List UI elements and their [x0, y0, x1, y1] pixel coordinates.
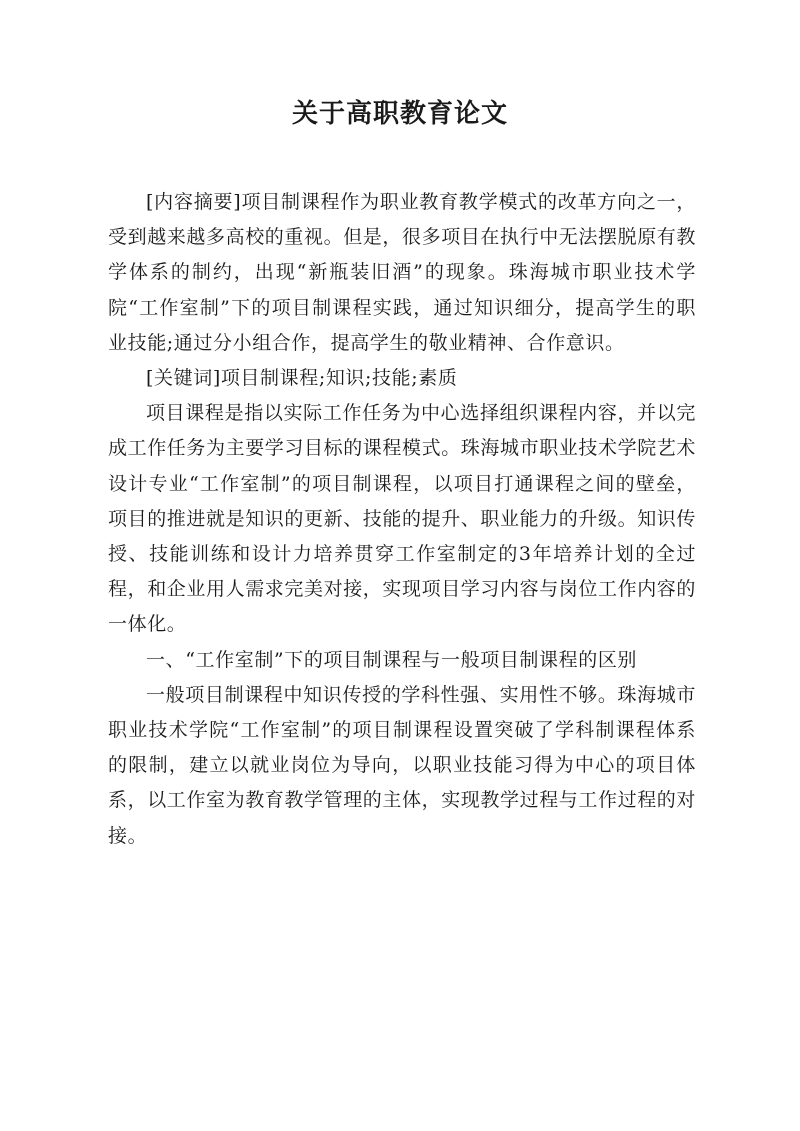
- document-body: [108, 185, 696, 854]
- abstract-paragraph: [内容摘要]项目制课程作为职业教育教学模式的改革方向之一，受到越来越多高校的重视。但是，很多项目在执行中无法摆脱原有教学体系的制约，出现“新瓶装旧酒”的现象。珠海城市职业技术学院“工作室制”下的项目制课程实践，通过知识细分，提高学生的职业技能;通过分小组合作，提高学生的敬业精神、合作意识。: [108, 191, 697, 354]
- document-title: 关于高职教育论文: [291, 99, 508, 129]
- keywords-paragraph: [关键词]项目制课程;知识;技能;素质: [146, 367, 458, 390]
- section-heading: 一、“工作室制”下的项目制课程与一般项目制课程的区别: [146, 648, 638, 671]
- intro-paragraph: 项目课程是指以实际工作任务为中心选择组织课程内容，并以完成工作任务为主要学习目标的课程模式。珠海城市职业技术学院艺术设计专业“工作室制”的项目制课程，以项目打通课程之间的壁垒，项目的推进就是知识的更新、技能的提升、职业能力的升级。知识传授、技能训练和设计力培养贯穿工作室制定的3年培养计划的全过程，和企业用人需求完美对接，实现项目学习内容与岗位工作内容的一体化。: [108, 402, 697, 636]
- section-paragraph: 一般项目制课程中知识传授的学科性强、实用性不够。珠海城市职业技术学院“工作室制”的项目制课程设置突破了学科制课程体系的限制，建立以就业岗位为导向，以职业技能习得为中心的项目体系，以工作室为教育教学管理的主体，实现教学过程与工作过程的对接。: [108, 683, 697, 847]
